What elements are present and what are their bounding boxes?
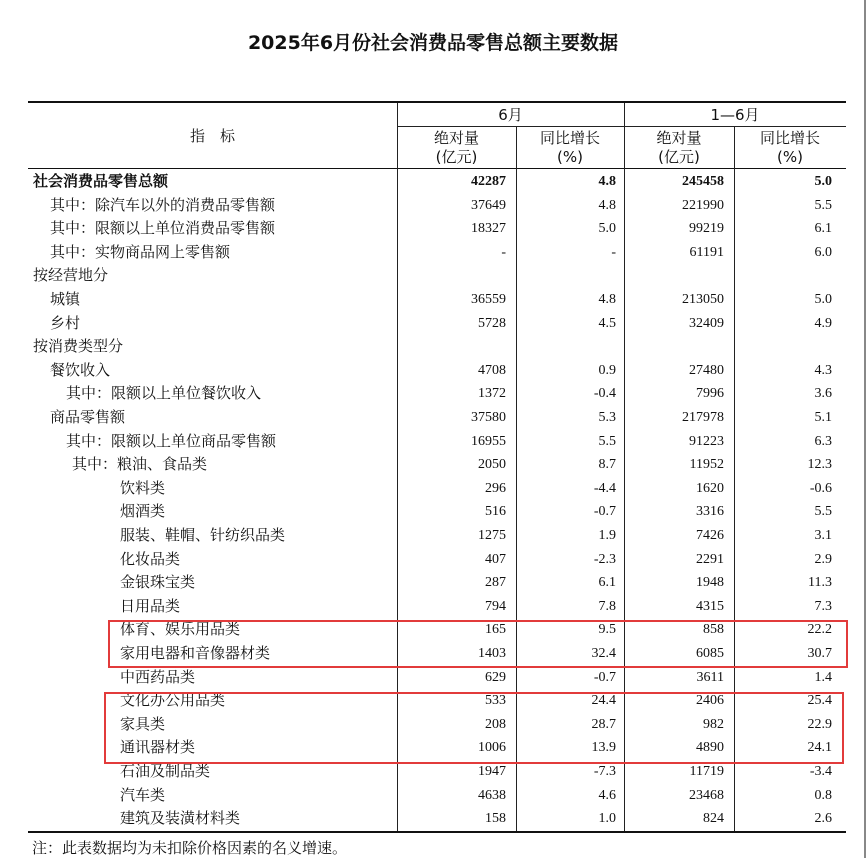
june-yoy-growth: 28.7 <box>591 716 616 732</box>
ytd-absolute-value: 7426 <box>696 528 724 543</box>
june-yoy-growth: 5.0 <box>598 221 616 237</box>
header-yoy-line2: (%) <box>557 148 583 166</box>
ytd-yoy-growth: 22.9 <box>807 716 832 732</box>
june-yoy-growth: 9.5 <box>598 622 616 638</box>
row-label: 汽车类 <box>120 785 166 804</box>
table-row <box>28 784 846 808</box>
ytd-yoy-growth: 6.0 <box>814 244 832 260</box>
table-bottom-rule <box>28 831 846 833</box>
ytd-yoy-growth: 5.5 <box>814 504 832 520</box>
row-label: 服装、鞋帽、针纺织品类 <box>120 526 286 544</box>
june-yoy-growth: -7.3 <box>593 764 616 779</box>
june-absolute-value: 516 <box>485 504 506 520</box>
row-label: 家具类 <box>120 714 166 733</box>
ytd-absolute-value: 2406 <box>696 693 724 709</box>
june-absolute-value: 5728 <box>478 315 506 331</box>
june-yoy-growth: 1.9 <box>598 528 616 543</box>
header-indicator: 指 标 <box>189 127 235 145</box>
ytd-absolute-value: 23468 <box>689 787 724 803</box>
ytd-absolute-value: 3611 <box>696 669 724 685</box>
june-yoy-growth: - <box>611 244 616 260</box>
june-absolute-value: 2050 <box>478 457 506 473</box>
june-yoy-growth: 5.3 <box>598 410 616 425</box>
table-row <box>28 288 846 312</box>
header-group-june: 6月 <box>498 106 523 124</box>
june-yoy-growth: -0.7 <box>593 669 616 685</box>
ytd-absolute-value: 245458 <box>682 174 724 189</box>
row-label: 其中：限额以上单位消费品零售额 <box>50 219 276 238</box>
row-label: 商品零售额 <box>50 408 126 426</box>
june-yoy-growth: -0.7 <box>593 504 616 520</box>
row-label: 餐饮收入 <box>50 360 111 379</box>
june-absolute-value: 36559 <box>471 292 506 307</box>
june-absolute-value: - <box>501 244 506 260</box>
row-label: 按经营地分 <box>33 266 109 285</box>
ytd-absolute-value: 27480 <box>689 362 724 378</box>
june-absolute-value: 533 <box>485 693 506 709</box>
june-absolute-value: 16955 <box>471 433 506 449</box>
header-ytd-yoy <box>734 129 846 167</box>
ytd-yoy-growth: 5.0 <box>814 174 832 189</box>
ytd-yoy-growth: 5.0 <box>814 292 832 307</box>
row-label: 石油及制品类 <box>120 762 211 780</box>
ytd-absolute-value: 11952 <box>689 457 724 473</box>
ytd-yoy-growth: -0.6 <box>809 480 832 496</box>
ytd-absolute-value: 217978 <box>682 410 724 425</box>
ytd-absolute-value: 11719 <box>689 764 724 779</box>
table-row <box>28 359 846 383</box>
highlight-box-2 <box>104 692 844 764</box>
table-row <box>28 194 846 218</box>
june-yoy-growth: 32.4 <box>591 646 616 661</box>
june-yoy-growth: 1.0 <box>598 811 616 827</box>
june-absolute-value: 629 <box>485 669 506 685</box>
table-note: 注：此表数据均为未扣除价格因素的名义增速。 <box>32 839 348 857</box>
june-yoy-growth: -2.3 <box>593 551 616 567</box>
june-absolute-value: 165 <box>485 622 506 638</box>
table-row <box>28 807 846 831</box>
ytd-yoy-growth: 3.6 <box>814 386 832 402</box>
header-group-ytd: 1—6月 <box>710 106 760 124</box>
row-label: 建筑及装潢材料类 <box>120 809 241 828</box>
header-ytd-abs <box>624 129 734 167</box>
ytd-yoy-growth: 4.9 <box>814 315 832 331</box>
june-absolute-value: 208 <box>485 716 506 732</box>
table-row <box>28 406 846 430</box>
june-absolute-value: 1372 <box>478 386 506 402</box>
ytd-yoy-growth: 0.8 <box>814 787 832 803</box>
june-absolute-value: 18327 <box>471 221 506 237</box>
ytd-yoy-growth: 2.6 <box>814 811 832 827</box>
table-row <box>28 382 846 406</box>
table-row <box>28 335 846 359</box>
ytd-yoy-growth: 4.3 <box>814 362 832 378</box>
june-yoy-growth: 4.5 <box>598 315 616 331</box>
ytd-absolute-value: 3316 <box>696 504 724 520</box>
row-label: 家用电器和音像器材类 <box>120 644 271 662</box>
june-absolute-value: 794 <box>485 598 506 614</box>
header-june-yoy <box>516 129 624 167</box>
row-label: 中西药品类 <box>120 667 196 686</box>
row-label: 通讯器材类 <box>120 738 196 757</box>
row-label: 其中：粮油、食品类 <box>72 455 208 474</box>
table-top-rule <box>28 101 846 103</box>
ytd-absolute-value: 32409 <box>689 315 724 331</box>
ytd-yoy-growth: 7.3 <box>814 598 832 614</box>
ytd-absolute-value: 4890 <box>696 740 724 756</box>
june-yoy-growth: 0.9 <box>598 362 616 378</box>
row-label: 日用品类 <box>120 596 181 615</box>
row-label: 按消费类型分 <box>33 337 124 356</box>
ytd-absolute-value: 61191 <box>689 244 724 260</box>
ytd-absolute-value: 982 <box>703 716 724 732</box>
june-yoy-growth: -4.4 <box>593 480 616 496</box>
ytd-absolute-value: 221990 <box>682 197 724 213</box>
table-row <box>28 312 846 336</box>
row-label: 烟酒类 <box>120 502 166 521</box>
highlight-box-1 <box>108 620 848 668</box>
ytd-yoy-growth: 11.3 <box>808 575 832 591</box>
row-label: 文化办公用品类 <box>120 691 226 710</box>
row-label: 乡村 <box>50 313 81 332</box>
june-yoy-growth: 4.8 <box>598 174 616 189</box>
june-absolute-value: 287 <box>485 575 506 591</box>
table-row <box>28 524 846 548</box>
header-group-divider <box>397 126 846 127</box>
ytd-yoy-growth: 6.1 <box>814 221 832 237</box>
header-abs-line1: 绝对量 <box>656 129 702 147</box>
header-yoy-line1: 同比增长 <box>759 129 820 147</box>
header-yoy-line2: (%) <box>777 148 803 166</box>
table-row <box>28 241 846 265</box>
ytd-yoy-growth: 30.7 <box>807 646 832 661</box>
row-label: 其中：除汽车以外的消费品零售额 <box>50 195 276 214</box>
june-yoy-growth: -0.4 <box>593 386 616 402</box>
row-label: 社会消费品零售总额 <box>33 172 169 190</box>
ytd-yoy-growth: 5.5 <box>814 197 832 213</box>
june-yoy-growth: 4.6 <box>598 787 616 803</box>
row-label: 其中：限额以上单位商品零售额 <box>66 431 277 450</box>
ytd-yoy-growth: 25.4 <box>807 693 832 709</box>
ytd-yoy-growth: 1.4 <box>814 669 832 685</box>
table-row <box>28 595 846 619</box>
ytd-yoy-growth: -3.4 <box>809 764 832 779</box>
june-yoy-growth: 24.4 <box>591 693 616 709</box>
header-abs-line2: (亿元) <box>658 148 700 166</box>
row-label: 饮料类 <box>120 478 166 497</box>
table-row <box>28 666 846 690</box>
june-absolute-value: 4708 <box>478 362 506 378</box>
ytd-absolute-value: 824 <box>703 811 724 827</box>
ytd-yoy-growth: 3.1 <box>814 528 832 543</box>
table-row <box>28 500 846 524</box>
table-row <box>28 571 846 595</box>
row-label: 城镇 <box>50 290 81 308</box>
ytd-yoy-growth: 12.3 <box>807 457 832 473</box>
june-yoy-growth: 6.1 <box>598 575 616 591</box>
header-abs-line2: (亿元) <box>435 148 478 166</box>
ytd-absolute-value: 213050 <box>682 292 724 307</box>
table-row <box>28 477 846 501</box>
ytd-absolute-value: 6085 <box>696 646 724 661</box>
row-label: 化妆品类 <box>120 549 181 568</box>
ytd-absolute-value: 1948 <box>696 575 724 591</box>
june-absolute-value: 1275 <box>478 528 506 543</box>
june-yoy-growth: 13.9 <box>591 740 616 756</box>
table-row <box>28 430 846 454</box>
ytd-yoy-growth: 24.1 <box>807 740 832 756</box>
header-abs-line1: 绝对量 <box>433 129 479 147</box>
ytd-absolute-value: 858 <box>703 622 724 638</box>
ytd-absolute-value: 99219 <box>689 221 724 237</box>
june-yoy-growth: 7.8 <box>598 598 616 614</box>
june-absolute-value: 37649 <box>471 197 506 213</box>
june-yoy-growth: 5.5 <box>598 433 616 449</box>
june-absolute-value: 37580 <box>471 410 506 425</box>
table-row <box>28 264 846 288</box>
june-absolute-value: 158 <box>485 811 506 827</box>
june-absolute-value: 42287 <box>471 174 506 189</box>
page-title: 2025年6月份社会消费品零售总额主要数据 <box>247 32 619 54</box>
row-label: 金银珠宝类 <box>120 573 196 592</box>
june-absolute-value: 296 <box>485 480 506 496</box>
ytd-absolute-value: 2291 <box>696 551 724 567</box>
ytd-absolute-value: 1620 <box>696 480 724 496</box>
table-row <box>28 453 846 477</box>
header-yoy-line1: 同比增长 <box>539 129 600 147</box>
ytd-yoy-growth: 6.3 <box>814 433 832 449</box>
ytd-absolute-value: 4315 <box>696 598 724 614</box>
june-absolute-value: 1006 <box>478 740 506 756</box>
row-label: 其中：实物商品网上零售额 <box>50 242 231 261</box>
row-label: 体育、娱乐用品类 <box>120 620 241 639</box>
table-row <box>28 217 846 241</box>
june-yoy-growth: 4.8 <box>598 292 616 307</box>
ytd-yoy-growth: 22.2 <box>807 622 832 638</box>
ytd-absolute-value: 91223 <box>689 433 724 449</box>
ytd-yoy-growth: 2.9 <box>814 551 832 567</box>
june-absolute-value: 1947 <box>478 764 506 779</box>
table-row <box>28 170 846 194</box>
ytd-absolute-value: 7996 <box>696 386 724 402</box>
header-bottom-rule <box>28 168 846 169</box>
ytd-yoy-growth: 5.1 <box>814 410 832 425</box>
header-june-abs <box>397 129 516 167</box>
table-row <box>28 548 846 572</box>
june-absolute-value: 407 <box>485 551 506 567</box>
june-yoy-growth: 8.7 <box>598 457 616 473</box>
june-absolute-value: 1403 <box>478 646 506 661</box>
row-label: 其中：限额以上单位餐饮收入 <box>66 384 262 403</box>
june-yoy-growth: 4.8 <box>598 197 616 213</box>
june-absolute-value: 4638 <box>478 787 506 803</box>
